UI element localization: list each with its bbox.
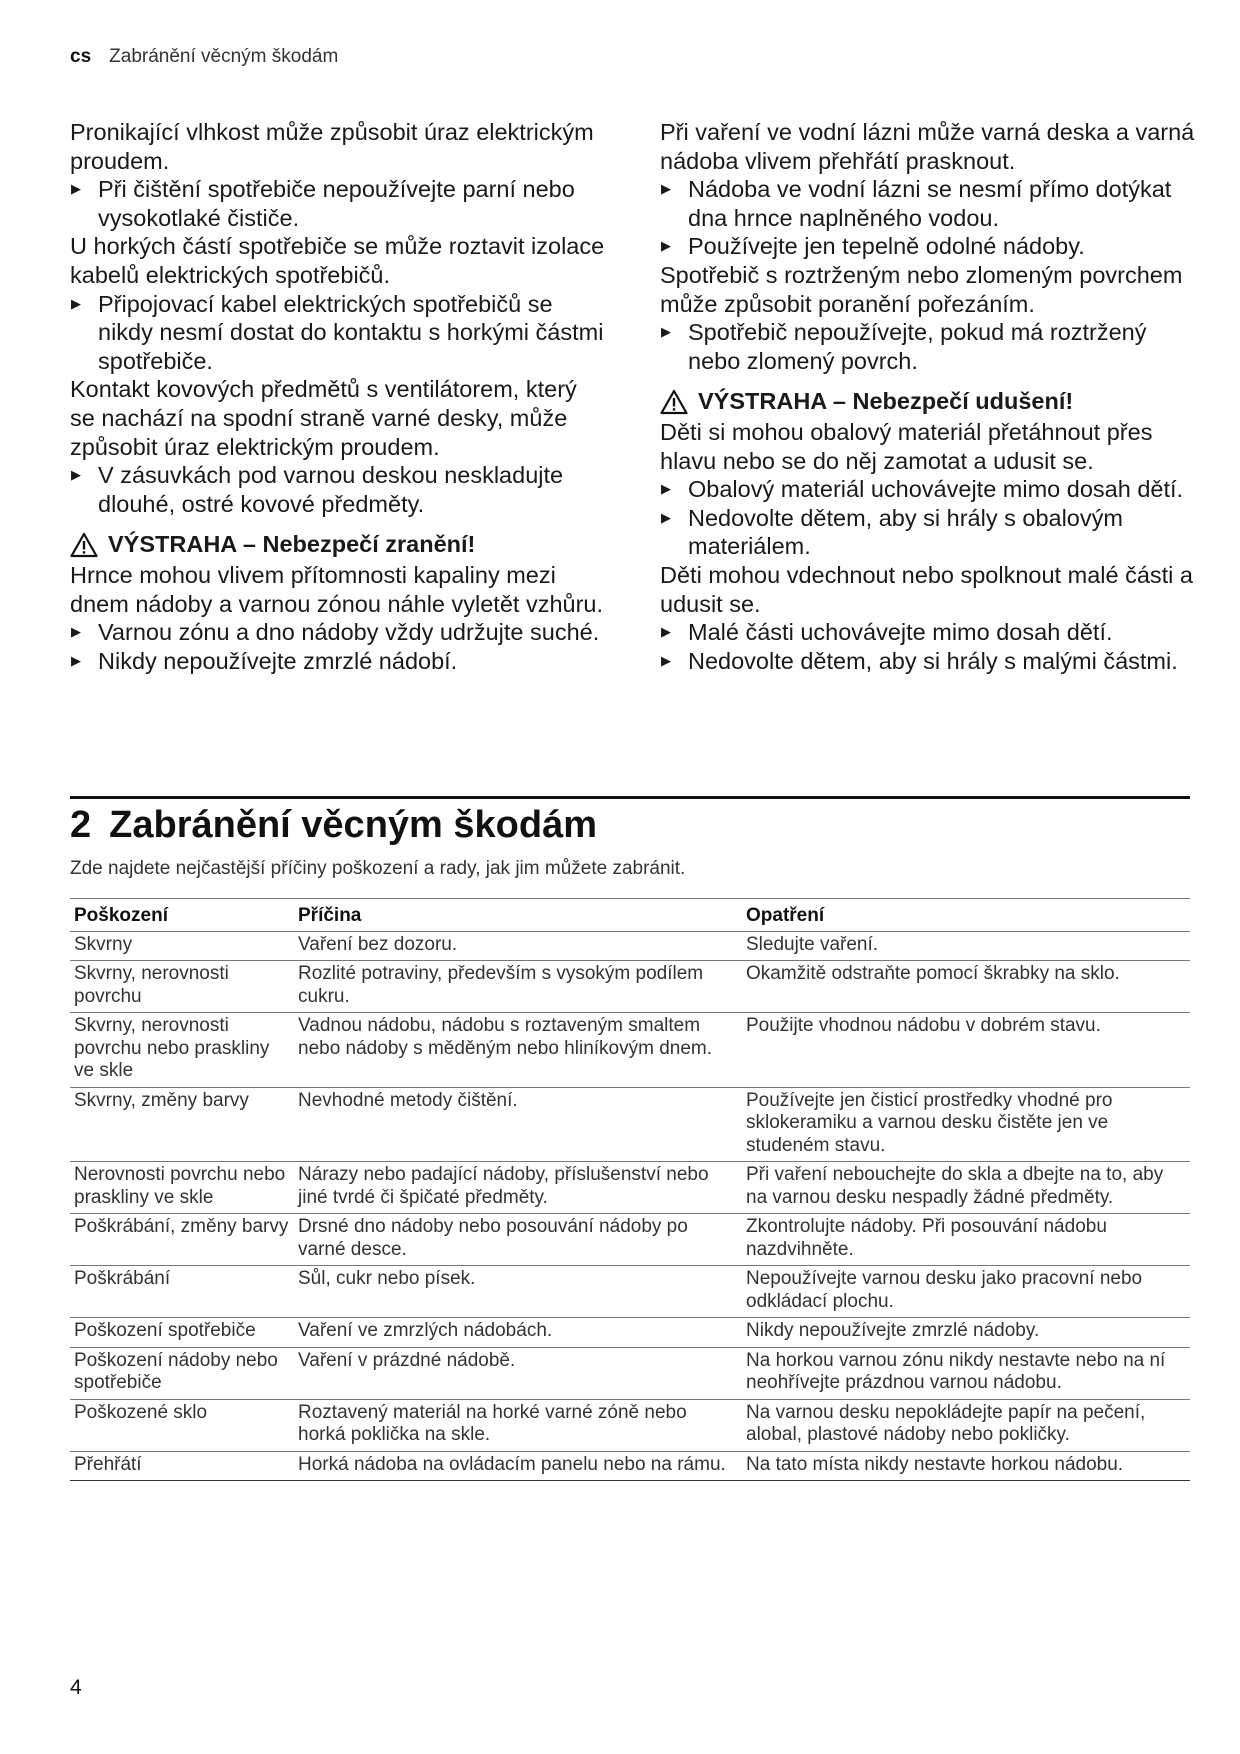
paragraph: Pronikající vlhkost může způsobit úraz elektrickým proudem. [70,119,594,174]
cell-measure: Nepoužívejte varnou desku jako pracovní nebo odkládací plochu. [742,1266,1190,1318]
list-item-text: Spotřebič nepoužívejte, pokud má roztržený nebo zlomený povrch. [688,319,1147,374]
section-title [70,802,597,848]
cell-measure: Použijte vhodnou nádobu v dobrém stavu. [742,1013,1190,1088]
bullet-arrow-icon: ▶ [661,509,671,525]
cell-cause: Horká nádoba na ovládacím panelu nebo na rámu. [294,1451,742,1481]
cell-cause: Vadnou nádobu, nádobu s roztaveným smaltem nebo nádoby s měděným nebo hliníkovým dnem. [294,1013,742,1088]
list-item-text: Nedovolte dětem, aby si hrály s obalovým materiálem. [688,504,1123,560]
section-intro: Zde najdete nejčastější příčiny poškození a rady, jak jim můžete zabránit. [70,858,686,879]
paragraph: Spotřebič s roztrženým nebo zlomeným povrchem může způsobit poranění pořezáním. [660,261,1183,317]
list-item [660,175,1200,232]
header-title: Zabránění věcným škodám [109,46,339,67]
section-title-text: Zabránění věcným škodám [109,804,597,846]
list-item-text: Připojovací kabel elektrických spotřebičů se nikdy nesmí dostat do kontaktu s horkými částmi spotřebiče. [98,290,604,374]
bullet-arrow-icon: ▶ [71,467,81,483]
cell-damage: Skvrny [70,931,294,961]
bullet-arrow-icon: ▶ [661,481,671,497]
cell-damage: Poškozené sklo [70,1399,294,1451]
table-row [70,1013,1190,1088]
table-row [70,931,1190,961]
section-number: 2 [70,804,92,846]
bullet-arrow-icon: ▶ [661,652,671,668]
bullet-arrow-icon: ▶ [71,624,81,640]
list-item [70,647,605,676]
cell-cause: Sůl, cukr nebo písek. [294,1266,742,1318]
section-rule [70,796,1190,799]
list-item [70,618,605,647]
damage-table [70,898,1190,1481]
cell-cause: Drsné dno nádoby nebo posouvání nádoby po varné desce. [294,1214,742,1266]
table-row [70,1451,1190,1481]
cell-cause: Roztavený materiál na horké varné zóně nebo horká poklička na skle. [294,1399,742,1451]
cell-measure: Nikdy nepoužívejte zmrzlé nádoby. [742,1318,1190,1348]
warning-heading [70,530,605,559]
cell-damage: Poškození nádoby nebo spotřebiče [70,1347,294,1399]
cell-cause: Vaření bez dozoru. [294,931,742,961]
cell-measure: Sledujte vaření. [742,931,1190,961]
cell-damage: Přehřátí [70,1451,294,1481]
list-item-text: Nedovolte dětem, aby si hrály s malými částmi. [688,647,1178,674]
list-item-text: V zásuvkách pod varnou deskou neskladujte dlouhé, ostré kovové předměty. [98,462,564,517]
list-item [70,461,605,518]
cell-measure: Na tato místa nikdy nestavte horkou nádobu. [742,1451,1190,1481]
list-item [660,647,1200,676]
bullet-arrow-icon: ▶ [71,652,81,668]
paragraph: U horkých částí spotřebiče se může roztavit izolace kabelů elektrických spotřebičů. [70,233,605,288]
paragraph: Kontakt kovových předmětů s ventilátorem, který se nachází na spodní straně varné desky, může způsobit úraz elektrickým proudem. [70,376,577,460]
list-item [660,475,1200,504]
cell-damage: Skvrny, nerovnosti povrchu nebo praskliny ve skle [70,1013,294,1088]
cell-measure: Okamžitě odstraňte pomocí škrabky na sklo. [742,961,1190,1013]
table-row [70,961,1190,1013]
cell-damage: Poškození spotřebiče [70,1318,294,1348]
list-item-text: Používejte jen tepelně odolné nádoby. [688,233,1085,260]
header-cause: Příčina [294,899,742,932]
header-measure: Opatření [742,899,1190,932]
cell-cause: Vaření ve zmrzlých nádobách. [294,1318,742,1348]
cell-cause: Nárazy nebo padající nádoby, příslušenství nebo jiné tvrdé či špičaté předměty. [294,1162,742,1214]
bullet-arrow-icon: ▶ [661,238,671,254]
paragraph: Při vaření ve vodní lázni může varná deska a varná nádoba vlivem přehřátí prasknout. [660,119,1195,174]
table-row [70,1266,1190,1318]
cell-damage: Skvrny, změny barvy [70,1087,294,1162]
list-item [660,504,1200,561]
cell-measure: Používejte jen čisticí prostředky vhodné pro sklokeramiku a varnou desku čistěte jen ve studeném stavu. [742,1087,1190,1162]
language-code: cs [70,46,92,67]
table-row [70,1087,1190,1162]
cell-cause: Vaření v prázdné nádobě. [294,1347,742,1399]
list-item [70,290,605,376]
header-damage: Poškození [70,899,294,932]
table-row [70,1399,1190,1451]
warning-heading [660,387,1200,416]
cell-measure: Na varnou desku nepokládejte papír na pečení, alobal, plastové nádoby nebo pokličky. [742,1399,1190,1451]
table-row [70,1162,1190,1214]
list-item-text: Při čištění spotřebiče nepoužívejte parní nebo vysokotlaké čističe. [98,176,575,231]
right-column [660,118,1200,675]
list-item-text: Obalový materiál uchovávejte mimo dosah dětí. [688,476,1184,503]
bullet-arrow-icon: ▶ [71,181,81,197]
list-item [660,232,1200,261]
table-row [70,1347,1190,1399]
cell-measure: Při vaření nebouchejte do skla a dbejte na to, aby na varnou desku nespadly žádné předměty. [742,1162,1190,1214]
list-item-text: Varnou zónu a dno nádoby vždy udržujte suché. [98,619,600,646]
cell-cause: Rozlité potraviny, především s vysokým podílem cukru. [294,961,742,1013]
cell-damage: Skvrny, nerovnosti povrchu [70,961,294,1013]
table-header-row [70,899,1190,932]
list-item-text: Nádoba ve vodní lázni se nesmí přímo dotýkat dna hrnce naplněného vodou. [688,176,1172,231]
bullet-arrow-icon: ▶ [661,624,671,640]
table-row [70,1318,1190,1348]
cell-damage: Poškrábání, změny barvy [70,1214,294,1266]
warning-triangle-icon [660,389,688,415]
table-row [70,1214,1190,1266]
list-item-text: Nikdy nepoužívejte zmrzlé nádobí. [98,647,458,674]
page-number: 4 [70,1676,82,1699]
bullet-arrow-icon: ▶ [661,181,671,197]
bullet-arrow-icon: ▶ [71,295,81,311]
list-item [660,618,1200,647]
cell-measure: Zkontrolujte nádoby. Při posouvání nádobu nazdvihněte. [742,1214,1190,1266]
paragraph: Děti si mohou obalový materiál přetáhnout přes hlavu nebo se do něj zamotat a udusit se. [660,418,1153,474]
warning-text: VÝSTRAHA – Nebezpečí zranění! [108,531,476,558]
warning-triangle-icon [70,532,98,558]
bullet-arrow-icon: ▶ [661,324,671,340]
warning-text: VÝSTRAHA – Nebezpečí udušení! [698,388,1074,415]
list-item [70,175,605,232]
list-item-text: Malé části uchovávejte mimo dosah dětí. [688,619,1113,646]
list-item [660,318,1200,375]
paragraph: Hrnce mohou vlivem přítomnosti kapaliny mezi dnem nádoby a varnou zónou náhle vyletět vzhůru. [70,561,604,617]
cell-measure: Na horkou varnou zónu nikdy nestavte nebo na ní neohřívejte prázdnou varnou nádobu. [742,1347,1190,1399]
left-column [70,118,605,675]
cell-damage: Nerovnosti povrchu nebo praskliny ve skle [70,1162,294,1214]
page-header [70,46,338,68]
paragraph: Děti mohou vdechnout nebo spolknout malé části a udusit se. [660,561,1193,617]
cell-cause: Nevhodné metody čištění. [294,1087,742,1162]
cell-damage: Poškrábání [70,1266,294,1318]
